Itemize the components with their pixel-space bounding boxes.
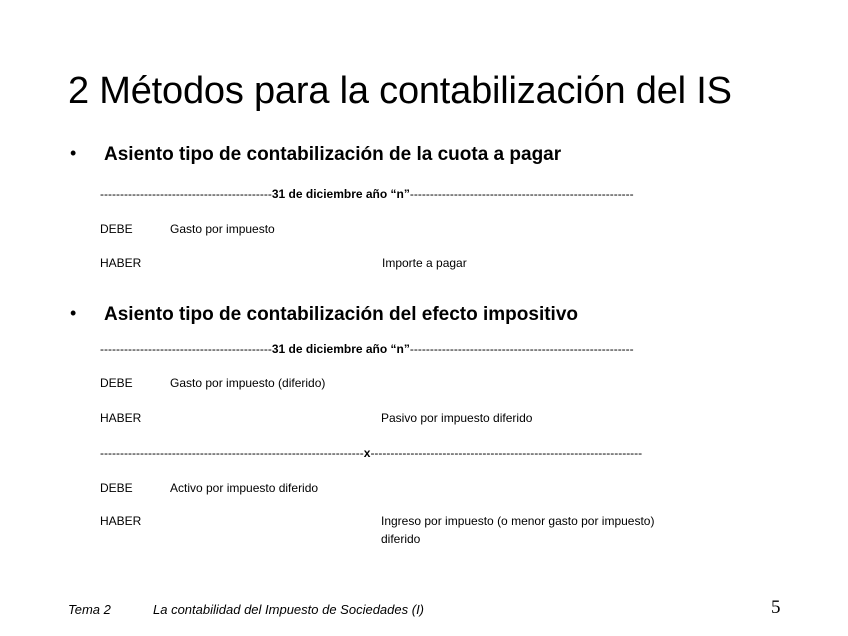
haber-account-line1: Ingreso por impuesto (o menor gasto por impuesto) — [381, 514, 655, 528]
separator-label: x — [363, 446, 371, 460]
haber-label: HABER — [100, 256, 142, 270]
section-heading-efecto: Asiento tipo de contabilización del efecto impositivo — [104, 304, 578, 325]
separator-dashes-right: -------------------------------------------------------------------- — [370, 446, 643, 460]
separator-label: 31 de diciembre año “n” — [271, 342, 410, 356]
separator-dashes-left: ------------------------------------------- — [100, 187, 272, 201]
separator-dashes-left: ------------------------------------------------------------------ — [100, 446, 364, 460]
section-heading-cuota: Asiento tipo de contabilización de la cuota a pagar — [104, 144, 562, 165]
separator-dashes-right: -------------------------------------------------------- — [409, 342, 634, 356]
date-separator — [100, 342, 634, 356]
page-number: 5 — [771, 597, 781, 618]
debe-label: DEBE — [100, 222, 133, 236]
debe-account: Activo por impuesto diferido — [170, 481, 319, 495]
debe-label: DEBE — [100, 376, 133, 390]
footer-subject: La contabilidad del Impuesto de Sociedades (I) — [153, 602, 425, 617]
date-separator — [100, 187, 634, 201]
separator-dashes-right: -------------------------------------------------------- — [409, 187, 634, 201]
haber-account-line2: diferido — [381, 532, 421, 546]
debe-account: Gasto por impuesto (diferido) — [170, 376, 326, 390]
haber-label: HABER — [100, 514, 142, 528]
haber-label: HABER — [100, 411, 142, 425]
debe-account: Gasto por impuesto — [170, 222, 275, 236]
bullet-marker: • — [70, 303, 77, 323]
bullet-marker: • — [70, 143, 77, 163]
haber-account: Pasivo por impuesto diferido — [381, 411, 533, 425]
separator-dashes-left: ------------------------------------------- — [100, 342, 272, 356]
x-separator — [100, 446, 642, 460]
haber-account: Importe a pagar — [382, 256, 467, 270]
separator-label: 31 de diciembre año “n” — [271, 187, 410, 201]
footer-topic: Tema 2 — [68, 602, 111, 617]
debe-label: DEBE — [100, 481, 133, 495]
slide-title: 2 Métodos para la contabilización del IS — [68, 70, 732, 112]
